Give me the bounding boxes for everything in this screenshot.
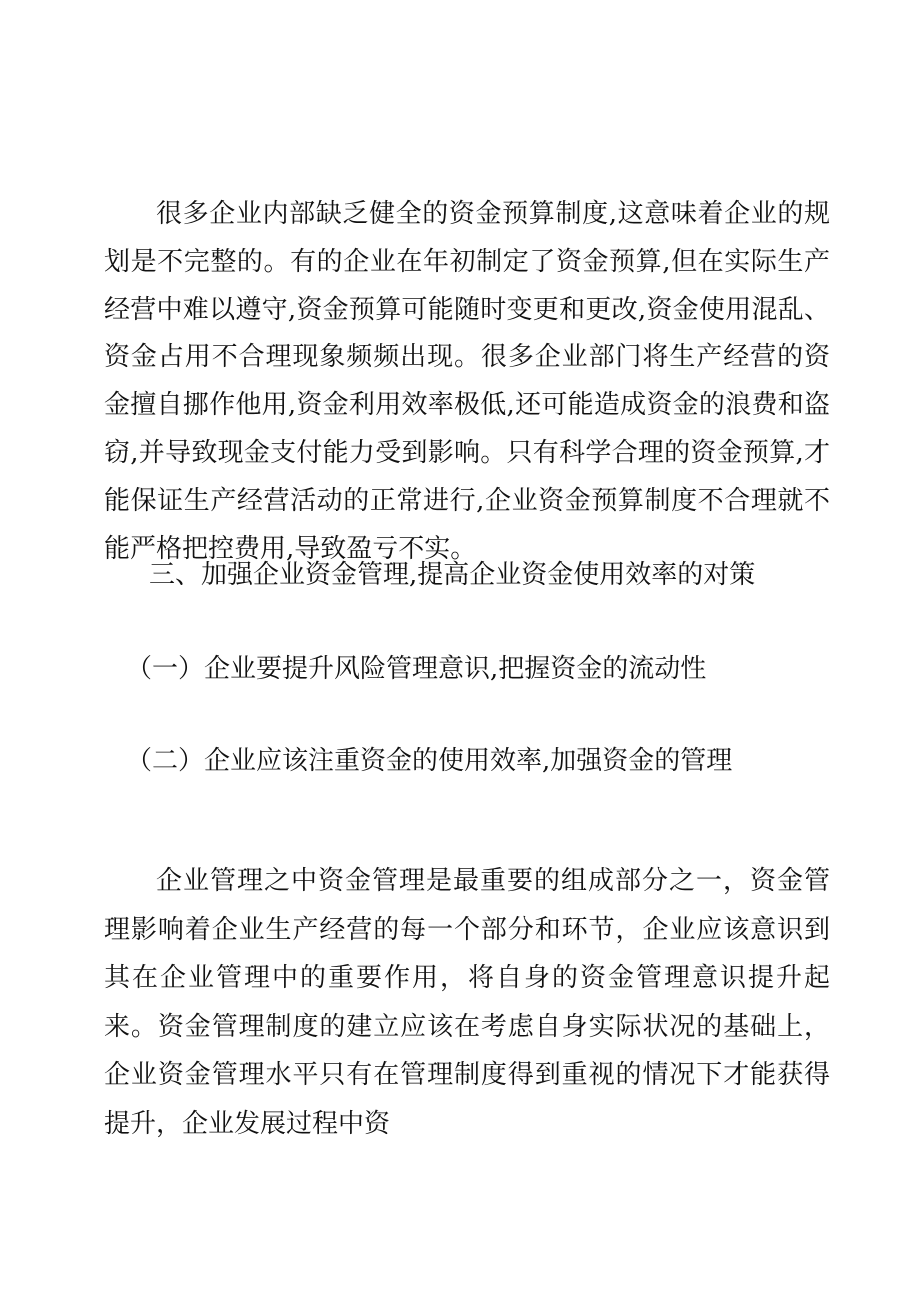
section-heading-3: 三、加强企业资金管理,提高企业资金使用效率的对策 (149, 560, 756, 590)
paragraph-fund-management: 企业管理之中资金管理是最重要的组成部分之一，资金管理影响着企业生产经营的每一个部分和环节，企业应该意识到其在企业管理中的重要作用，将自身的资金管理意识提升起来。资金管理制度的建立应该在考虑自身实际状况的基础上，企业资金管理水平只有在管理制度得到重视的情况下才能获得提升，企业发展过程中资 (104, 866, 830, 1139)
subheading-usage-efficiency: （二）企业应该注重资金的使用效率,加强资金的管理 (126, 746, 733, 776)
paragraph-budget-system: 很多企业内部缺乏健全的资金预算制度,这意味着企业的规划是不完整的。有的企业在年初制定了资金预算,但在实际生产经营中难以遵守,资金预算可能随时变更和更改,资金使用混乱、资金占用不合理现象频频出现。很多企业部门将生产经营的资金擅自挪作他用,资金利用效率极低,还可能造成资金的浪费和盗窃,并导致现金支付能力受到影响。只有科学合理的资金预算,才能保证生产经营活动的正常进行,企业资金预算制度不合理就不能严格把控费用,导致盈亏不实。 (104, 199, 830, 564)
subheading-risk-awareness: （一）企业要提升风险管理意识,把握资金的流动性 (126, 654, 707, 684)
